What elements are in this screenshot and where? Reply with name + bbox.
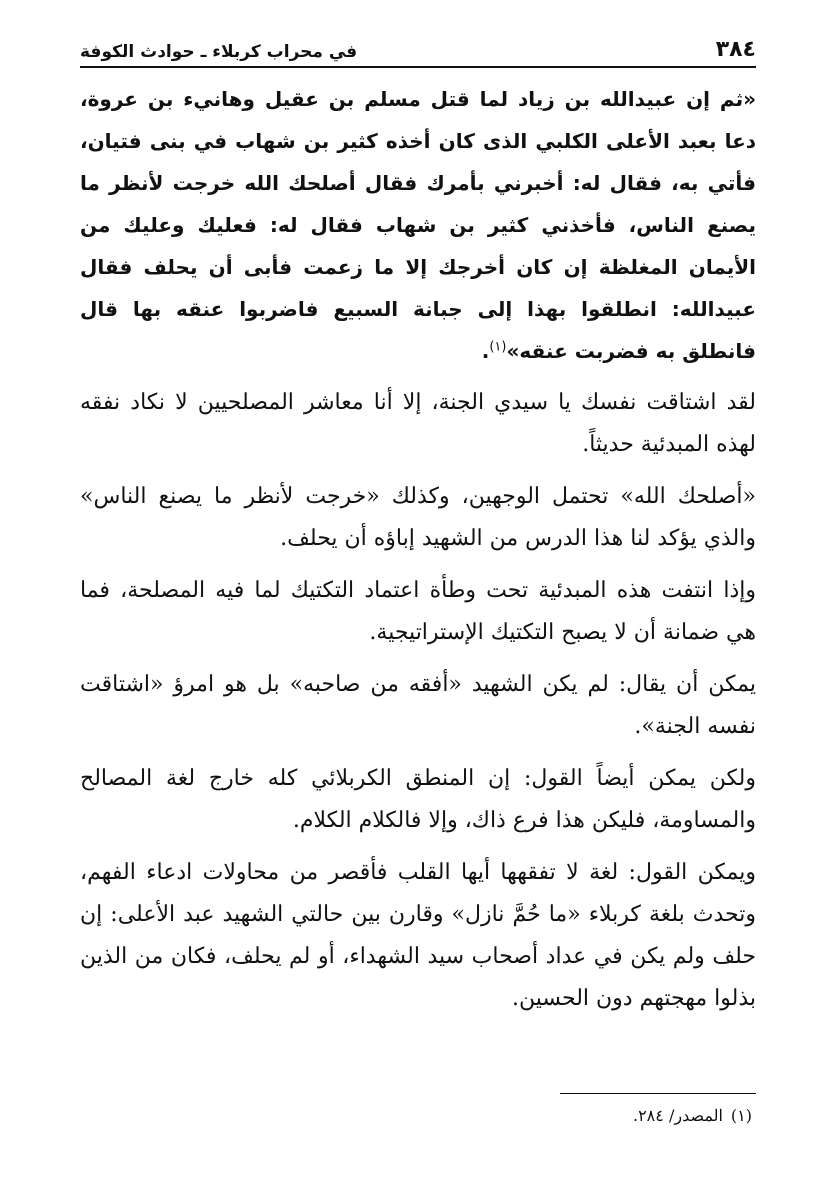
paragraph: يمكن أن يقال: لم يكن الشهيد «أفقه من صاحبه» بل هو امرؤ «اشتاقت نفسه الجنة». <box>80 672 756 739</box>
page-header <box>80 30 756 62</box>
paragraph: وإذا انتفت هذه المبدئية تحت وطأة اعتماد التكتيك لما فيه المصلحة، فما هي ضمانة أن لا يصبح التكتيك الإستراتيجية. <box>80 578 756 645</box>
page-number: ٣٨٤ <box>715 37 756 62</box>
paragraph: ولكن يمكن أيضاً القول: إن المنطق الكربلائي كله خارج لغة المصالح والمساومة، فليكن هذا فرع ذاك، وإلا فالكلام الكلام. <box>80 766 756 833</box>
header-rule <box>80 66 756 68</box>
footnote-number: (١) <box>730 1106 752 1125</box>
paragraph: «أصلحك الله» تحتمل الوجهين، وكذلك «خرجت لأنظر ما يصنع الناس» والذي يؤكد لنا هذا الدرس من الشهيد إباؤه أن يحلف. <box>80 484 756 551</box>
quote-end: . <box>481 339 490 363</box>
paragraph: ويمكن القول: لغة لا تفقهها أيها القلب فأقصر من محاولات ادعاء الفهم، وتحدث بلغة كربلاء «ما حُمَّ نازل» وقارن بين حالتي الشهيد عبد الأعلى: إن حلف ولم يكن في عداد أصحاب سيد الشهداء، أو لم يحلف، فكان من الذين بذلوا مهجتهم دون الحسين. <box>80 860 756 1011</box>
paragraph: لقد اشتاقت نفسك يا سيدي الجنة، إلا أنا معاشر المصلحيين لا نكاد نفقه لهذه المبدئية حديثاً. <box>80 390 756 457</box>
quote-text: «ثم إن عبيدالله بن زياد لما قتل مسلم بن عقيل وهانيء بن عروة، دعا بعبد الأعلى الكلبي الذى كان أخذه كثير بن شهاب في بنى فتيان، فأتي به، فقال له: أخبرني بأمرك فقال أصلحك الله خرجت لأنظر ما يصنع الناس، فأخذني كثير بن شهاب فقال له: فعليك وعليك من الأيمان المغلظة إن كان أخرجك إلا ما زعمت فأبى أن يحلف فقال عبيدالله: انطلقوا بهذا إلى جبانة السبيع فاضربوا عنقه بها قال فانطلق به فضربت عنقه» <box>80 87 756 363</box>
running-title: في محراب كربلاء ـ حوادث الكوفة <box>80 42 358 62</box>
footnote <box>633 1106 752 1125</box>
footnote-reference[interactable]: (١) <box>489 339 507 355</box>
footnote-text: المصدر/ ٢٨٤. <box>632 1106 723 1125</box>
footnote-rule <box>560 1093 756 1094</box>
historical-quote <box>80 78 756 372</box>
body-text <box>80 78 756 1030</box>
